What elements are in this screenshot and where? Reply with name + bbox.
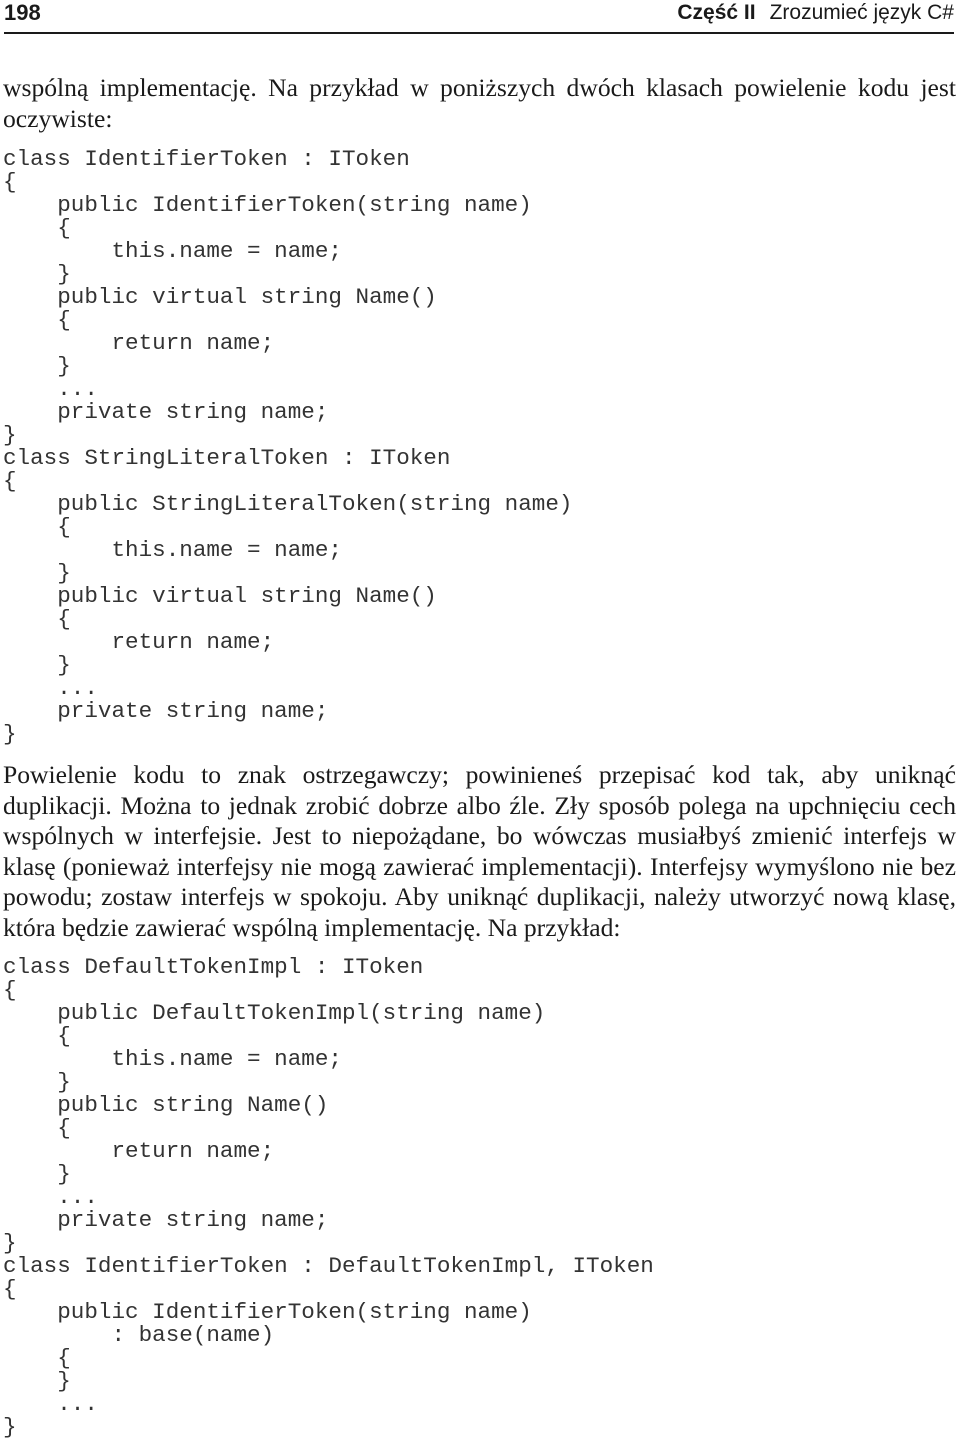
intro-paragraph: wspólną implementację. Na przykład w poniższych dwóch klasach powielenie kodu jest oczywiste: xyxy=(3,73,956,133)
page-header xyxy=(4,0,954,30)
page-number: 198 xyxy=(4,0,41,25)
code-listing-identifier-and-string-literal-tokens: class IdentifierToken : IToken { public IdentifierToken(string name) { this.name = name; } public virtual string Name() { return name; } ... private string name; } class StringLiteralToken : IToken { public StringLiteralToken(string name) { this.name = name; } public virtual string Name() { return name; } ... private string name; } xyxy=(3,146,573,747)
running-head xyxy=(677,0,954,26)
chapter-title: Zrozumieć język C# xyxy=(769,1,954,24)
code-listing-default-token-impl: class DefaultTokenImpl : IToken { public DefaultTokenImpl(string name) { this.name = name; } public string Name() { return name; } ... private string name; } class IdentifierToken : DefaultTokenImpl, IToken { public IdentifierToken(string name) : base(name) { } ... } xyxy=(3,954,654,1440)
header-rule xyxy=(4,32,954,34)
explanation-paragraph: Powielenie kodu to znak ostrzegawczy; powinieneś przepisać kod tak, aby uniknąć duplikacji. Można to jednak zrobić dobrze albo źle. Zły sposób polega na upchnięciu cech wspólnych w interfejsie. Jest to niepożądane, bo wówczas musiałbyś zmienić interfejs w klasę (ponieważ interfejsy nie mogą zawierać implementacji). Interfejsy wymyślono nie bez powodu; zostaw interfejs w spokoju. Aby uniknąć duplikacji, należy utworzyć nową klasę, która będzie zawierać wspólną implementację. Na przykład: xyxy=(3,760,956,942)
part-title: Część II xyxy=(677,1,756,24)
